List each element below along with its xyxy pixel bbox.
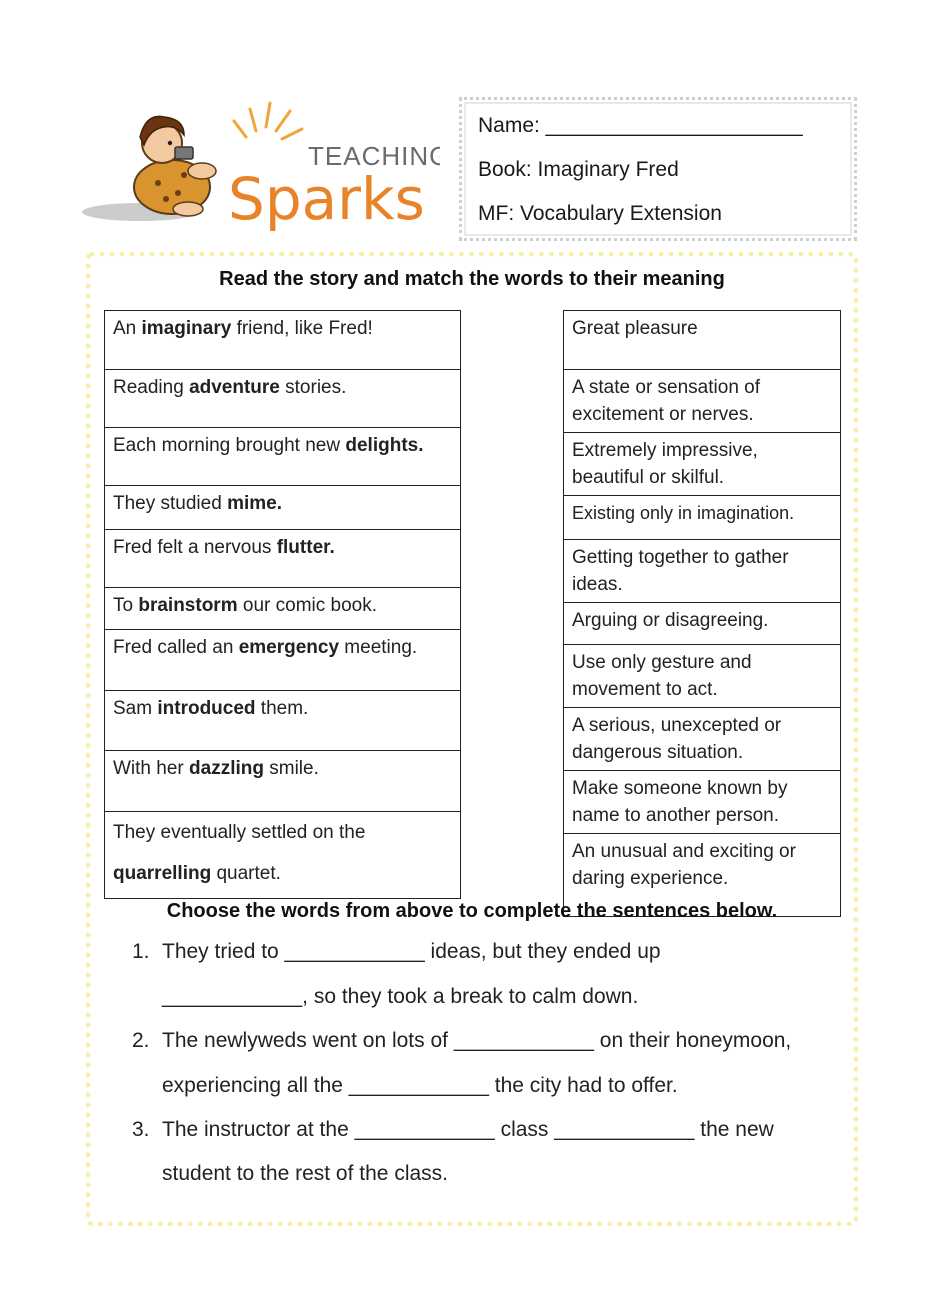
meaning-cell-3[interactable]: Extremely impressive, beautiful or skilful. bbox=[564, 433, 841, 496]
vocab-word: mime. bbox=[227, 493, 282, 514]
svg-text:TEACHING: TEACHING bbox=[308, 141, 440, 171]
sentence-line[interactable]: The instructor at the ____________ class ____________ the new bbox=[162, 1118, 774, 1141]
teaching-sparks-logo bbox=[80, 95, 440, 235]
sentence-number: 1. bbox=[132, 940, 150, 963]
sentence-cell-7[interactable]: Fred called an emergency meeting. bbox=[105, 630, 461, 691]
sentence-line[interactable]: student to the rest of the class. bbox=[162, 1162, 448, 1185]
meaning-cell-4[interactable]: Existing only in imagination. bbox=[564, 496, 841, 540]
meaning-cell-10[interactable]: An unusual and exciting or daring experience. bbox=[564, 834, 841, 917]
sentences-table bbox=[104, 310, 461, 899]
vocab-word: brainstorm bbox=[138, 595, 238, 616]
vocab-word: delights. bbox=[345, 435, 424, 456]
sentence-line[interactable]: The newlyweds went on lots of ____________ on their honeymoon, bbox=[162, 1029, 792, 1052]
vocab-word: introduced bbox=[157, 698, 256, 719]
meaning-cell-2[interactable]: A state or sensation of excitement or nerves. bbox=[564, 370, 841, 433]
sentence-line[interactable]: ____________, so they took a break to calm down. bbox=[162, 985, 639, 1008]
vocab-word: emergency bbox=[238, 637, 340, 658]
meanings-table bbox=[563, 310, 841, 917]
complete-instructions-heading: Choose the words from above to complete the sentences below. bbox=[166, 900, 778, 922]
mf-label: MF: Vocabulary Extension bbox=[478, 202, 722, 225]
svg-text:Sparks: Sparks bbox=[228, 165, 425, 233]
sentence-cell-2[interactable]: Reading adventure stories. bbox=[105, 370, 461, 428]
sentence-line[interactable]: experiencing all the ____________ the city had to offer. bbox=[162, 1074, 678, 1097]
meaning-cell-6[interactable]: Arguing or disagreeing. bbox=[564, 603, 841, 645]
sentence-cell-1[interactable]: An imaginary friend, like Fred! bbox=[105, 311, 461, 370]
sentence-cell-4[interactable]: They studied mime. bbox=[105, 486, 461, 530]
sentence-cell-6[interactable]: To brainstorm our comic book. bbox=[105, 588, 461, 630]
book-title-label: Book: Imaginary Fred bbox=[478, 158, 679, 181]
meaning-cell-5[interactable]: Getting together to gather ideas. bbox=[564, 540, 841, 603]
sentence-number: 3. bbox=[132, 1118, 150, 1141]
match-instructions-heading: Read the story and match the words to their meaning bbox=[219, 268, 725, 290]
sentence-cell-3[interactable]: Each morning brought new delights. bbox=[105, 428, 461, 486]
name-field[interactable]: Name: ______________________ bbox=[478, 114, 803, 137]
sentence-cell-5[interactable]: Fred felt a nervous flutter. bbox=[105, 530, 461, 588]
vocab-word: dazzling bbox=[189, 758, 264, 779]
sentence-cell-10[interactable]: They eventually settled on the quarrelling quartet. bbox=[105, 812, 461, 899]
vocab-word: quarrelling bbox=[113, 863, 212, 884]
caveman-mascot-icon bbox=[134, 116, 216, 216]
sentence-cell-9[interactable]: With her dazzling smile. bbox=[105, 751, 461, 812]
meaning-cell-1[interactable]: Great pleasure bbox=[564, 311, 841, 370]
meaning-cell-8[interactable]: A serious, unexcepted or dangerous situation. bbox=[564, 708, 841, 771]
sentence-cell-8[interactable]: Sam introduced them. bbox=[105, 691, 461, 751]
meaning-cell-9[interactable]: Make someone known by name to another person. bbox=[564, 771, 841, 834]
vocab-word: flutter. bbox=[276, 537, 335, 558]
vocab-word: imaginary bbox=[141, 318, 232, 339]
meaning-cell-7[interactable]: Use only gesture and movement to act. bbox=[564, 645, 841, 708]
vocab-word: adventure bbox=[189, 377, 280, 398]
sentence-line[interactable]: They tried to ____________ ideas, but they ended up bbox=[162, 940, 661, 963]
student-info-box bbox=[459, 97, 857, 241]
sentence-number: 2. bbox=[132, 1029, 150, 1052]
